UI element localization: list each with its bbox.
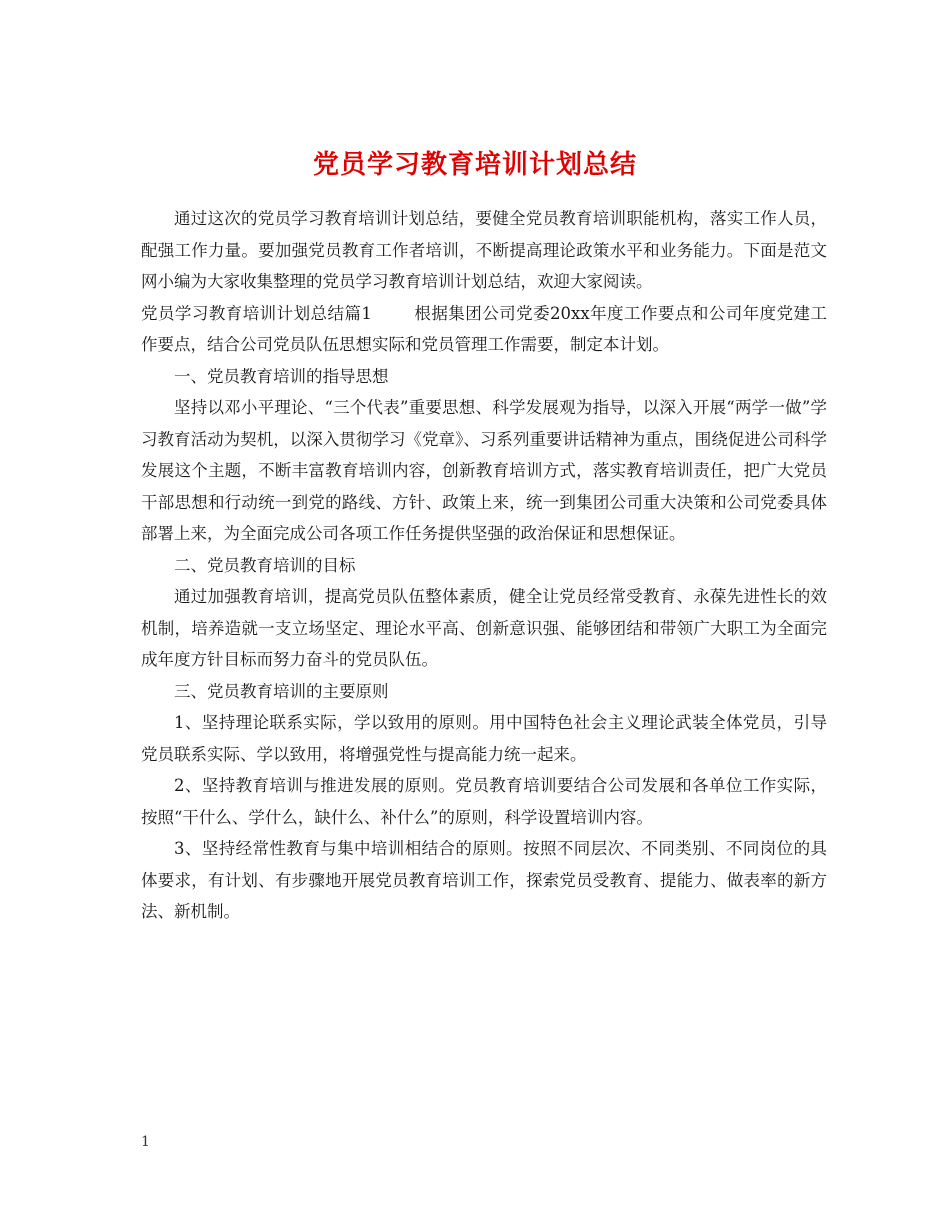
section-heading-goals: 二、党员教育培训的目标 [174, 555, 356, 575]
document-title: 党员学习教育培训计划总结 [312, 150, 637, 181]
section-text-guiding-ideology: 坚持以邓小平理论、“三个代表”重要思想、科学发展观为指导，以深入开展“两学一做”学习教育活动为契机，以深入贯彻学习《党章》、习系列重要讲话精神为重点，围绕促进公司科学发展这个主题，不断丰富教育培训内容，创新教育培训方式，落实教育培训责任，把广大党员干部思想和行动统一到党的路线、方针、政策上来，统一到集团公司重大决策和公司党委具体部署上来，为全面完成公司各项工作任务提供坚强的政治保证和思想保证。 [141, 398, 827, 543]
principle-item-1: 1、坚持理论联系实际，学以致用的原则。用中国特色社会主义理论武装全体党员，引导党员联系实际、学以致用，将增强党性与提高能力统一起来。 [141, 713, 827, 764]
page-number: 1 [141, 1134, 150, 1150]
section-heading-principles: 三、党员教育培训的主要原则 [174, 681, 389, 701]
principle-item-2: 2、坚持教育培训与推进发展的原则。党员教育培训要结合公司发展和各单位工作实际，按照“干什么、学什么，缺什么、补什么”的原则，科学设置培训内容。 [141, 776, 827, 827]
section-text-goals: 通过加强教育培训，提高党员队伍整体素质，健全让党员经常受教育、永葆先进性长的效机制，培养造就一支立场坚定、理论水平高、创新意识强、能够团结和带领广大职工为全面完成年度方针目标而努力奋斗的党员队伍。 [141, 587, 827, 669]
article-heading: 党员学习教育培训计划总结篇1 [141, 303, 372, 323]
intro-paragraph: 通过这次的党员学习教育培训计划总结，要健全党员教育培训职能机构，落实工作人员，配强工作力量。要加强党员教育工作者培训，不断提高理论政策水平和业务能力。下面是范文网小编为大家收集整理的党员学习教育培训计划总结，欢迎大家阅读。 [141, 209, 827, 291]
principle-item-3: 3、坚持经常性教育与集中培训相结合的原则。按照不同层次、不同类别、不同岗位的具体要求，有计划、有步骤地开展党员教育培训工作，探索党员受教育、提能力、做表率的新方法、新机制。 [141, 839, 827, 921]
section-heading-guiding-ideology: 一、党员教育培训的指导思想 [174, 366, 389, 386]
document-body [141, 203, 827, 928]
article-lead-paragraph [141, 298, 827, 361]
article-lead: 根据集团公司党委20xx年度工作要点和公司年度党建工作要点，结合公司党员队伍思想实际和党员管理工作需要，制定本计划。 [141, 303, 828, 354]
